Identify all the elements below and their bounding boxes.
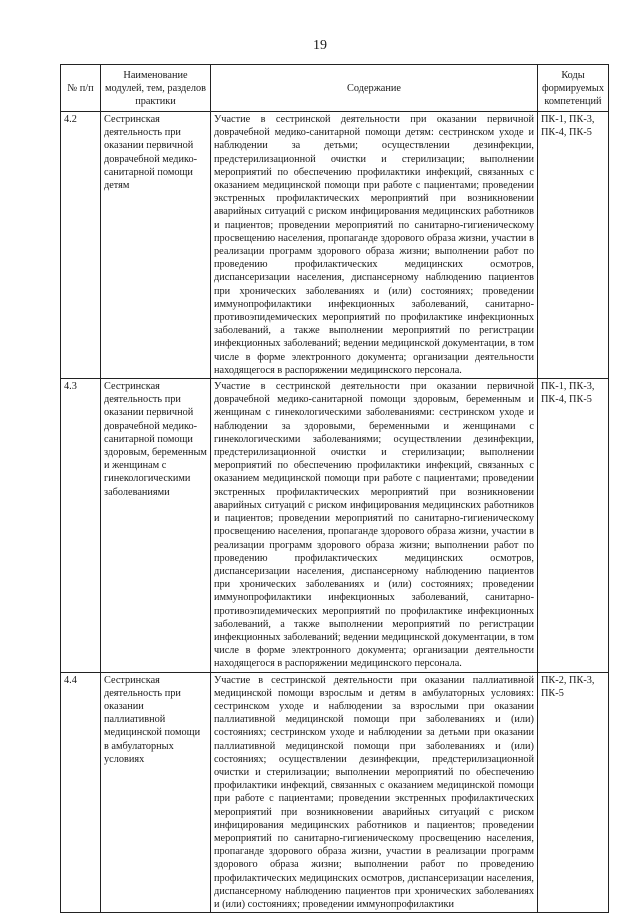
header-competency-codes: Коды формируемых компетенций (538, 65, 609, 112)
row-number: 4.3 (61, 379, 101, 672)
row-module-name: Сестринская деятельность при оказании первичной доврачебной медико-санитарной помощи здоровым, беременным и женщинам с гинекологическими заболеваниями (101, 379, 211, 672)
row-number: 4.4 (61, 672, 101, 913)
page-number: 19 (313, 38, 327, 53)
row-content: Участие в сестринской деятельности при оказании паллиативной медицинской помощи взрослым и детям в амбулаторных условиях: сестринском уходе и наблюдении за взрослыми при оказании паллиативной медицинской помощи при заболеваниях и (или) состояниях; сестринском уходе и наблюдении за детьми при оказании паллиативной медицинской помощи при заболеваниях и (или) состояниях; осуществлении дезинфекции, предстерилизационной очистки и стерилизации; выполнении мероприятий по обеспечению профилактики инфекций, связанных с оказанием медицинской помощи при работе с пациентами; проведении экстренных профилактических мероприятий при возникновении аварийных ситуаций с риском инфицирования медицинских работников и пациентов; проведении мероприятий по санитарно-гигиеническому просвещению населения, пропаганде здорового образа жизни, участии в реализации программ здорового образа жизни; выполнении работ по проведению профилактических медицинских осмотров, диспансеризации населения, диспансерному наблюдению пациентов при хронических заболеваниях и (или) состояниях; проведении иммунопрофилактики (211, 672, 538, 913)
header-content: Содержание (211, 65, 538, 112)
row-content: Участие в сестринской деятельности при оказании первичной доврачебной медико-санитарной помощи здоровым, беременным и женщинам с гинекологическими заболеваниями: сестринском уходе и наблюдении за здоровыми, беременными и женщинами с гинекологическими заболеваниями; осуществлении дезинфекции, предстерилизационной очистки и стерилизации; выполнении мероприятий по обеспечению профилактики инфекций, связанных с оказанием медицинской помощи при работе с пациентами; проведении экстренных профилактических мероприятий при возникновении аварийных ситуаций с риском инфицирования медицинских работников и пациентов; проведении мероприятий по санитарно-гигиеническому просвещению населения, пропаганде здорового образа жизни, участии в реализации программ здорового образа жизни; выполнении работ по проведению профилактических медицинских осмотров, диспансеризации населения, диспансерному наблюдению пациентов при хронических заболеваниях и (или) состояниях; проведении иммунопрофилактики инфекционных заболеваний, санитарно-противоэпидемических мероприятий по профилактике инфекционных заболеваний, а также выполнении мероприятий по регистрации инфекционных заболеваний; ведении медицинской документации, в том числе в форме электронного документа; организации деятельности находящегося в распоряжении медицинского персонала. (211, 379, 538, 672)
table-row (61, 379, 609, 672)
row-competency-codes: ПК-1, ПК-3, ПК-4, ПК-5 (538, 379, 609, 672)
table-row (61, 112, 609, 379)
row-module-name: Сестринская деятельность при оказании паллиативной медицинской помощи в амбулаторных условиях (101, 672, 211, 913)
row-competency-codes: ПК-1, ПК-3, ПК-4, ПК-5 (538, 112, 609, 379)
table-header-row (61, 65, 609, 112)
practice-content-table (60, 64, 609, 913)
row-competency-codes: ПК-2, ПК-3, ПК-5 (538, 672, 609, 913)
row-content: Участие в сестринской деятельности при оказании первичной доврачебной медико-санитарной помощи детям: сестринском уходе и наблюдении за детьми; осуществлении дезинфекции, предстерилизационной очистки и стерилизации; выполнении мероприятий по обеспечению профилактики инфекций, связанных с оказанием медицинской помощи при работе с пациентами; проведении экстренных профилактических мероприятий при возникновении аварийных ситуаций с риском инфицирования медицинских работников и пациентов; проведении мероприятий по санитарно-гигиеническому просвещению населения, пропаганде здорового образа жизни, участии в реализации программ здорового образа жизни; выполнении работ по проведению профилактических медицинских осмотров, диспансеризации населения, диспансерному наблюдению пациентов при хронических заболеваниях и (или) состояниях; проведении иммунопрофилактики инфекционных заболеваний, санитарно-противоэпидемических мероприятий по профилактике инфекционных заболеваний, а также выполнении мероприятий по регистрации инфекционных заболеваний; ведении медицинской документации, в том числе в форме электронного документа; организации деятельности находящегося в распоряжении медицинского персонала. (211, 112, 538, 379)
header-number: № п/п (61, 65, 101, 112)
row-number: 4.2 (61, 112, 101, 379)
table-row (61, 672, 609, 913)
row-module-name: Сестринская деятельность при оказании первичной доврачебной медико-санитарной помощи детям (101, 112, 211, 379)
header-module-name: Наименование модулей, тем, разделов практики (101, 65, 211, 112)
